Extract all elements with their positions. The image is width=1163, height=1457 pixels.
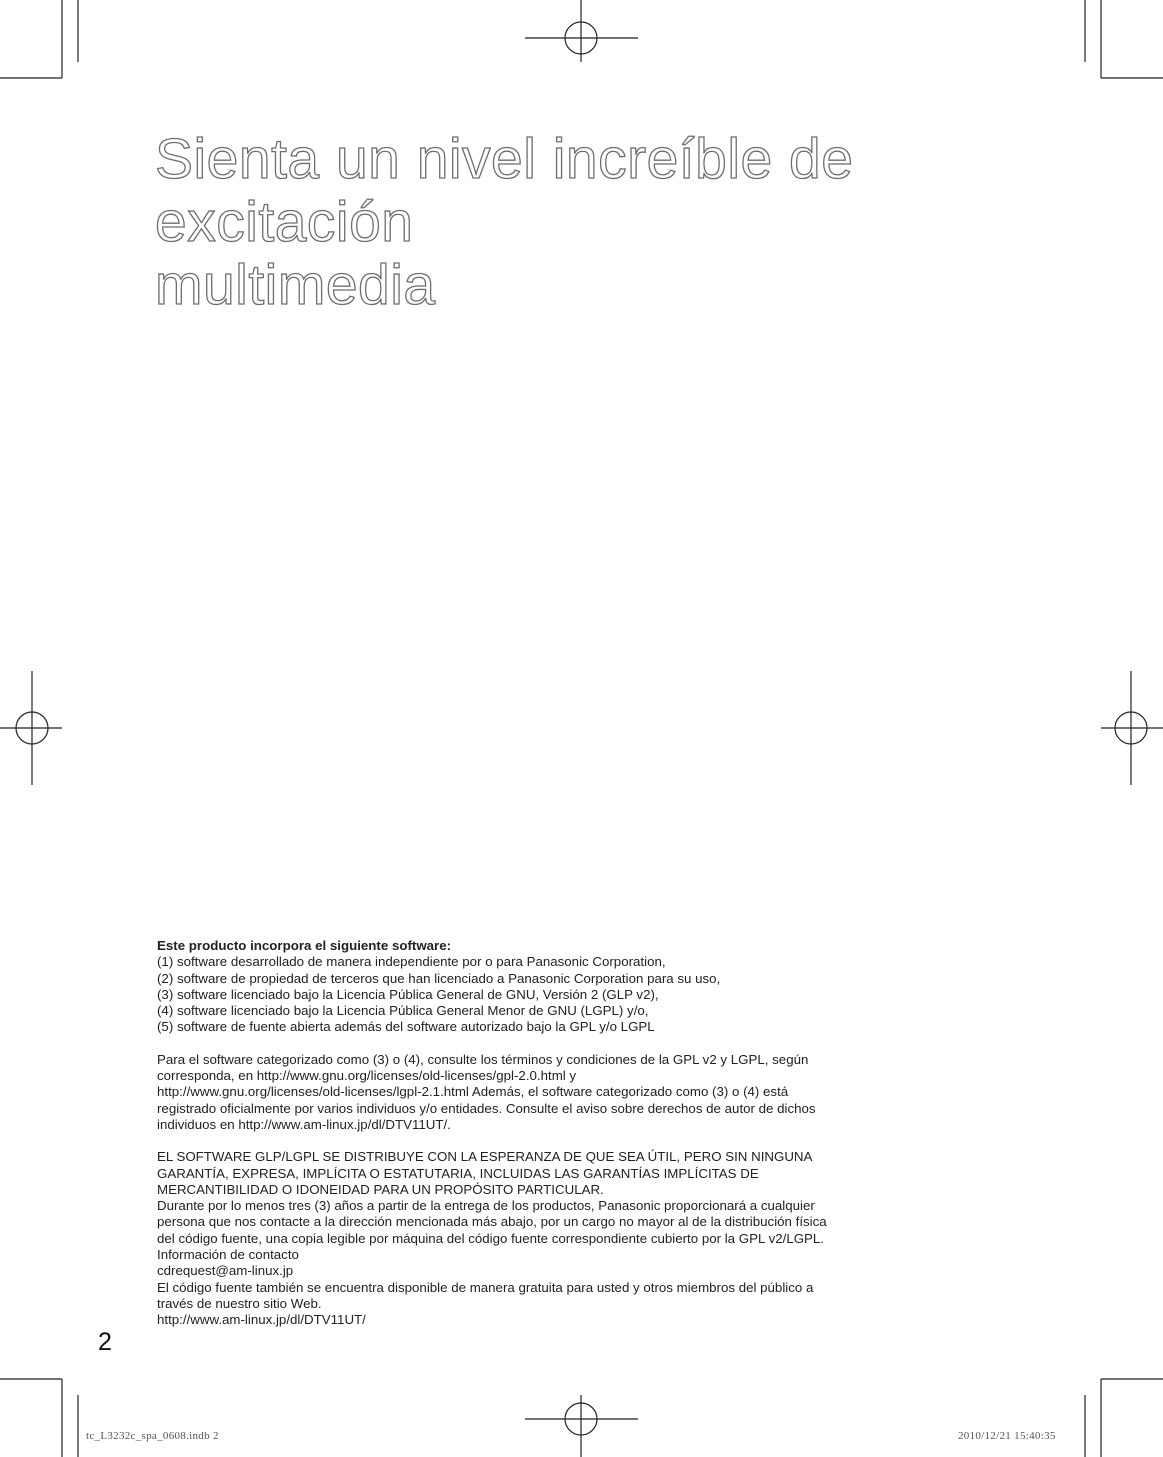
headline-line-1: Sienta un nivel increíble de excitación <box>155 127 854 254</box>
registration-mark-right <box>1101 671 1163 785</box>
notice-heading: Este producto incorpora el siguiente software: <box>157 938 452 953</box>
software-license-notice <box>157 938 937 1329</box>
software-category-item: (4) software licenciado bajo la Licencia Pública General Menor de GNU (LGPL) y/o, <box>157 1003 649 1019</box>
software-category-item: (3) software licenciado bajo la Licencia Pública General de GNU, Versión 2 (GLP v2), <box>157 986 659 1002</box>
registration-mark-bottom <box>525 1395 638 1457</box>
text-line: través de nuestro sitio Web. <box>157 1295 322 1311</box>
text-line: El código fuente también se encuentra disponible de manera gratuita para usted y otros miembros del público a <box>157 1279 814 1295</box>
crop-mark-top-left <box>0 0 78 78</box>
source-code-url: http://www.am-linux.jp/dl/DTV11UT/ <box>157 1312 366 1328</box>
crop-mark-bottom-left <box>0 1379 78 1457</box>
software-category-item: (2) software de propiedad de terceros que han licenciado a Panasonic Corporation para su uso, <box>157 970 721 986</box>
page-number: 2 <box>98 1328 112 1356</box>
text-line: persona que nos contacte a la dirección mencionada más abajo, por un cargo no mayor al de la distribución física <box>157 1214 827 1230</box>
crop-mark-top-right <box>1085 0 1163 78</box>
software-category-list <box>157 954 937 1035</box>
text-line: EL SOFTWARE GLP/LGPL SE DISTRIBUYE CON LA ESPERANZA DE QUE SEA ÚTIL, PERO SIN NINGUNA <box>157 1149 813 1165</box>
slug-file-name: tc_L3232c_spa_0608.indb 2 <box>86 1430 219 1442</box>
registration-mark-left <box>0 671 62 785</box>
contact-email: cdrequest@am-linux.jp <box>157 1263 294 1279</box>
contact-label: Información de contacto <box>157 1247 299 1263</box>
text-line: Para el software categorizado como (3) o (4), consulte los términos y condiciones de la GPL v2 y LGPL, según <box>157 1051 809 1067</box>
page-headline <box>155 128 1075 317</box>
text-line: individuos en http://www.am-linux.jp/dl/DTV11UT/. <box>157 1116 451 1132</box>
text-line: del código fuente, una copia legible por máquina del código fuente correspondiente cubierto por la GPL v2/LGPL. <box>157 1230 825 1246</box>
text-line: GARANTÍA, EXPRESA, IMPLÍCITA O ESTATUTARIA, INCLUIDAS LAS GARANTÍAS IMPLÍCITAS DE <box>157 1165 759 1181</box>
text-line: corresponda, en http://www.gnu.org/licenses/old-licenses/gpl-2.0.html y <box>157 1068 577 1084</box>
text-line: MERCANTIBILIDAD O IDONEIDAD PARA UN PROPÓSITO PARTICULAR. <box>157 1181 604 1197</box>
text-line: Durante por lo menos tres (3) años a partir de la entrega de los productos, Panasonic proporcionará a cualquier <box>157 1198 815 1214</box>
software-category-item: (1) software desarrollado de manera independiente por o para Panasonic Corporation, <box>157 954 666 970</box>
text-line: http://www.gnu.org/licenses/old-licenses/lgpl-2.1.html Además, el software categorizado como (3) o (4) está <box>157 1084 789 1100</box>
headline-line-2: multimedia <box>155 253 436 317</box>
crop-mark-bottom-right <box>1085 1379 1163 1457</box>
text-line: registrado oficialmente por varios individuos y/o entidades. Consulte el aviso sobre derechos de autor de dichos <box>157 1100 816 1116</box>
license-terms-paragraph <box>157 1052 937 1133</box>
registration-mark-top <box>525 0 638 62</box>
slug-timestamp: 2010/12/21 15:40:35 <box>958 1430 1056 1442</box>
software-category-item: (5) software de fuente abierta además del software autorizado bajo la GPL y/o LGPL <box>157 1019 655 1035</box>
warranty-disclaimer-paragraph <box>157 1149 937 1328</box>
